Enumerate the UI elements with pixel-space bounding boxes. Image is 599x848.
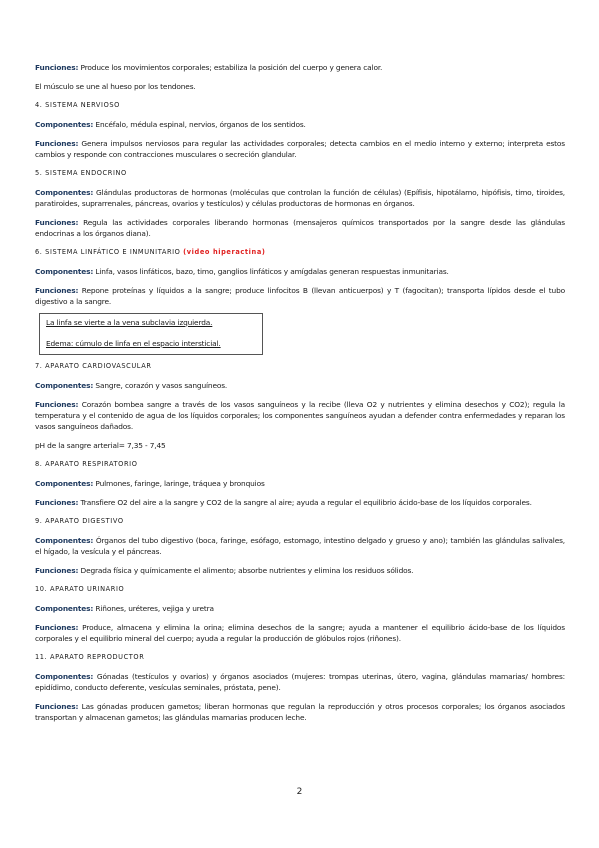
components-label: Componentes: bbox=[35, 536, 94, 545]
urinario-functions bbox=[35, 622, 565, 644]
functions-label: Funciones: bbox=[35, 286, 79, 295]
functions-label: Funciones: bbox=[35, 400, 79, 409]
page-number: 2 bbox=[296, 787, 303, 797]
digestivo-functions bbox=[35, 565, 565, 576]
section-heading-reproductor: 11. APARATO REPRODUCTOR bbox=[35, 653, 145, 661]
components-label: Componentes: bbox=[35, 267, 94, 276]
functions-text: Regula las actividades corporales liberando hormonas (mensajeros químicos transportados por la sangre desde las glándulas endocrinas a los órganos diana). bbox=[35, 218, 565, 238]
nervioso-components bbox=[35, 119, 565, 130]
components-text: Gónadas (testículos y ovarios) y órganos asociados (mujeres: trompas uterinas, útero, vagina, glándulas mamarias/ hombres: epidídimo, conducto deferente, vesículas seminales, próstata, pene). bbox=[35, 672, 565, 692]
functions-label: Funciones: bbox=[35, 623, 79, 632]
functions-text: Repone proteínas y líquidos a la sangre; produce linfocitos B (llevan anticuerpos) y T (fagocitan); transporta lípidos desde el tubo digestivo a la sangre. bbox=[35, 286, 565, 306]
components-label: Componentes: bbox=[35, 479, 94, 488]
reproductor-components bbox=[35, 671, 565, 693]
section-heading-digestivo: 9. APARATO DIGESTIVO bbox=[35, 517, 124, 525]
functions-label: Funciones: bbox=[35, 498, 79, 507]
components-text: Glándulas productoras de hormonas (moléculas que controlan la función de células) (Epífisis, hipotálamo, hipófisis, timo, tiroides, paratiroides, suprarrenales, páncreas, ovarios y testículos) y células productoras de hormonas en órganos. bbox=[35, 188, 566, 208]
reproductor-functions bbox=[35, 701, 565, 723]
linfatico-functions bbox=[35, 285, 565, 307]
document-page bbox=[35, 62, 565, 723]
section-heading-linfatico bbox=[35, 247, 565, 258]
functions-text: Transfiere O2 del aire a la sangre y CO2 de la sangre al aire; ayuda a regular el equilibrio ácido-base de los líquidos corporales. bbox=[80, 498, 532, 507]
edema-note-line: Edema: cúmulo de linfa en el espacio intersticial. bbox=[46, 339, 221, 348]
functions-text: Produce, almacena y elimina la orina; elimina desechos de la sangre; ayuda a mantener el equilibrio ácido-base de los líquidos corporales y el equilibrio mineral del cuerpo; ayuda a regular la producción de glóbulos rojos (riñones). bbox=[35, 623, 565, 643]
components-text: Pulmones, faringe, laringe, tráquea y bronquios bbox=[95, 479, 265, 488]
cardiovascular-components bbox=[35, 380, 565, 391]
functions-label: Funciones: bbox=[35, 218, 79, 227]
functions-label: Funciones: bbox=[35, 566, 79, 575]
components-text: Riñones, uréteres, vejiga y uretra bbox=[95, 604, 214, 613]
section-heading-nervioso: 4. SISTEMA NERVIOSO bbox=[35, 101, 120, 109]
components-label: Componentes: bbox=[35, 604, 94, 613]
digestivo-components bbox=[35, 535, 565, 557]
components-text: Linfa, vasos linfáticos, bazo, timo, ganglios linfáticos y amígdalas generan respuestas inmunitarias. bbox=[95, 267, 449, 276]
endocrino-components bbox=[35, 187, 565, 209]
section-heading-endocrino: 5. SISTEMA ENDOCRINO bbox=[35, 169, 127, 177]
components-text: Órganos del tubo digestivo (boca, faringe, esófago, estomago, intestino delgado y grueso y ano); también las glándulas salivales, el hígado, la vesícula y el páncreas. bbox=[35, 536, 565, 556]
components-text: Encéfalo, médula espinal, nervios, órganos de los sentidos. bbox=[95, 120, 306, 129]
video-link[interactable]: (video hiperactina) bbox=[183, 248, 266, 256]
urinario-components bbox=[35, 603, 565, 614]
functions-text: Genera impulsos nerviosos para regular las actividades corporales; detecta cambios en el medio interno y externo; interpreta estos cambios y responde con contracciones musculares o secreción glandular. bbox=[35, 139, 565, 159]
functions-label: Funciones: bbox=[35, 63, 79, 72]
components-label: Componentes: bbox=[35, 120, 94, 129]
heading-text: 6. SISTEMA LINFÁTICO E INMUNITARIO bbox=[35, 248, 181, 256]
muscle-tendon-note: El músculo se une al hueso por los tendones. bbox=[35, 82, 196, 91]
lymph-note-box bbox=[39, 313, 263, 355]
functions-text: Las gónadas producen gametos; liberan hormonas que regulan la reproducción y otros procesos corporales; los órganos asociados transportan y almacenan gametos; las glándulas mamarias producen leche. bbox=[35, 702, 565, 722]
respiratorio-components bbox=[35, 478, 565, 489]
components-label: Componentes: bbox=[35, 672, 94, 681]
functions-label: Funciones: bbox=[35, 139, 79, 148]
lymph-note-line: La linfa se vierte a la vena subclavia izquierda. bbox=[46, 318, 213, 327]
endocrino-functions bbox=[35, 217, 565, 239]
section-heading-cardiovascular: 7. APARATO CARDIOVASCULAR bbox=[35, 362, 152, 370]
functions-label: Funciones: bbox=[35, 702, 79, 711]
linfatico-components bbox=[35, 266, 565, 277]
cardiovascular-functions bbox=[35, 399, 565, 432]
components-text: Sangre, corazón y vasos sanguíneos. bbox=[95, 381, 228, 390]
functions-text: Corazón bombea sangre a través de los vasos sanguíneos y la recibe (lleva O2 y nutrientes y elimina desechos y CO2); regula la temperatura y el contenido de agua de los líquidos corporales; los componentes sanguíneos ayudan a defender contra enfermedades y reparan los vasos sanguíneos dañados. bbox=[35, 400, 566, 431]
section-heading-respiratorio: 8. APARATO RESPIRATORIO bbox=[35, 460, 138, 468]
functions-text: Produce los movimientos corporales; estabiliza la posición del cuerpo y genera calor. bbox=[80, 63, 383, 72]
blood-ph-note: pH de la sangre arterial= 7,35 - 7,45 bbox=[35, 441, 166, 450]
nervioso-functions bbox=[35, 138, 565, 160]
functions-text: Degrada física y químicamente el alimento; absorbe nutrientes y elimina los residuos sólidos. bbox=[80, 566, 414, 575]
components-label: Componentes: bbox=[35, 188, 94, 197]
section-heading-urinario: 10. APARATO URINARIO bbox=[35, 585, 125, 593]
components-label: Componentes: bbox=[35, 381, 94, 390]
muscular-functions bbox=[35, 62, 565, 73]
respiratorio-functions bbox=[35, 497, 565, 508]
